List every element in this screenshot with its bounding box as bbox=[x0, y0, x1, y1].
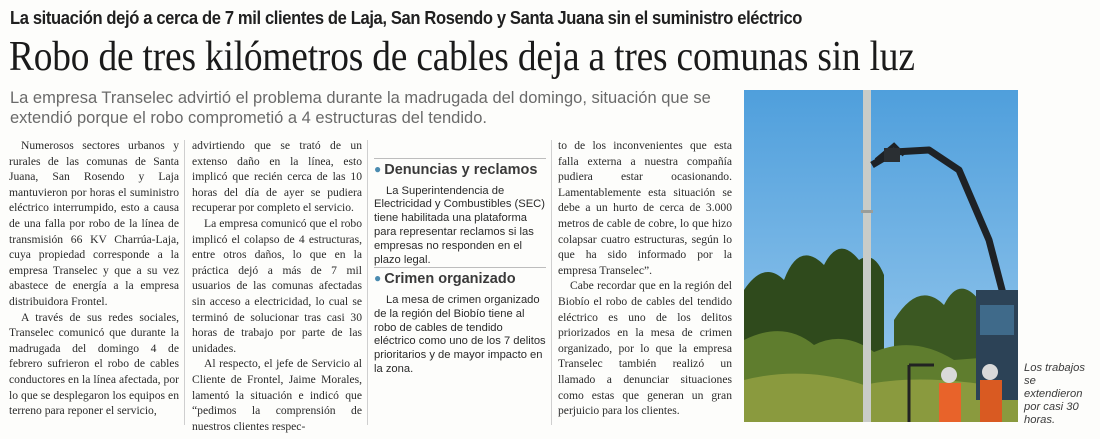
sidebar-text-crimen: La mesa de crimen organizado de la región del Biobío tiene al robo de cables de tendido eléctrico como uno de los 7 delitos prioritarios y de mayor impacto en la zona. bbox=[374, 293, 546, 375]
sidebar-heading-text: Crimen organizado bbox=[384, 271, 516, 288]
body-paragraph: Al respecto, el jefe de Servicio al Cliente de Frontel, Jaime Morales, lamentó la situación e indicó que “pedimos la comprensión de nuestros clientes respec- bbox=[192, 357, 362, 433]
bullet-dot-icon: ● bbox=[374, 162, 382, 176]
worker-helmet bbox=[982, 364, 998, 380]
crane-claw bbox=[884, 148, 900, 162]
column-divider bbox=[551, 140, 552, 425]
worker-vest bbox=[980, 380, 1002, 422]
body-column-4 bbox=[558, 138, 732, 419]
sidebar-heading-denuncias bbox=[374, 158, 546, 179]
body-paragraph: Numerosos sectores urbanos y rurales de las comunas de Santa Juana, San Rosendo y Laja mantuvieron por horas el suministro eléctrico interrumpido, esto a causa de una falla por robo de la línea de transmisión 66 KV Charrúa-Laja, cuya propiedad corresponde a la empresa Transelec y que a su vez abastece de energía a la empresa distribuidora Frontel. bbox=[9, 139, 179, 308]
article-lede: La empresa Transelec advirtió el problema durante la madrugada del domingo, situación que se extendió porque el robo comprometió a 4 estructuras del tendido. bbox=[10, 89, 711, 127]
photo-caption: Los trabajos se extendieron por casi 30 horas. bbox=[1024, 362, 1085, 426]
body-paragraph: La empresa comunicó que el robo implicó el colapso de 4 estructuras, entre otros daños, lo que en la práctica dejó a más de 7 mil usuarios de las comunas afectadas sin acceso a electricidad, lo cual se terminó de solucionar tras casi 30 horas de trabajo por parte de las unidades. bbox=[192, 216, 362, 355]
body-column-1 bbox=[9, 138, 179, 419]
bullet-dot-icon: ● bbox=[374, 271, 382, 286]
body-paragraph: A través de sus redes sociales, Transelec comunicó que durante la madrugada del domingo 4 de febrero sufrieron el robo de cables conductores en la línea afectada, por lo que se desplegaron los equipos en terreno para reponer el servicio, bbox=[9, 310, 179, 418]
body-column-2 bbox=[192, 138, 362, 434]
sidebar-text-denuncias: La Superintendencia de Electricidad y Combustibles (SEC) tiene habilitada una plataforma para representar reclamos si las empresas no responden en el plazo legal. bbox=[374, 184, 545, 266]
sidebar-column bbox=[374, 158, 546, 377]
news-photo bbox=[744, 90, 1018, 422]
body-paragraph: to de los inconvenientes que esta falla externa a nuestra compañía pudiera estar ocasionando. Lamentablemente esta situación se debe a un hurto de cerca de 3.000 metros de cable de cobre, lo que hizo colapsar cuatro estructuras, según lo que ha sido informado por la empresa Transelec”. bbox=[558, 139, 732, 277]
worker-helmet bbox=[941, 367, 957, 383]
photo-illustration bbox=[744, 90, 1018, 422]
sidebar-heading-crimen bbox=[374, 267, 546, 288]
article-headline: Robo de tres kilómetros de cables deja a tres comunas sin luz bbox=[9, 34, 915, 80]
body-paragraph: Cabe recordar que en la región del Biobío el robo de cables del tendido eléctrico es uno de los delitos priorizados en la mesa de crimen organizado, por lo que la empresa Transelec también realizó un llamado a denunciar situaciones como estas que generan un gran perjuicio para los clientes. bbox=[558, 279, 732, 418]
utility-pole bbox=[863, 90, 871, 422]
worker-vest bbox=[939, 383, 961, 422]
sidebar-heading-text: Denuncias y reclamos bbox=[384, 162, 538, 178]
column-divider bbox=[184, 140, 185, 425]
column-divider bbox=[367, 140, 368, 425]
body-paragraph: advirtiendo que se trató de un extenso daño en la línea, esto implicó que recién cerca de las 10 horas del día de ayer se pudiera recuperar por completo el servicio. bbox=[192, 139, 362, 215]
article-kicker: La situación dejó a cerca de 7 mil clientes de Laja, San Rosendo y Santa Juana sin el suministro eléctrico bbox=[10, 8, 803, 28]
